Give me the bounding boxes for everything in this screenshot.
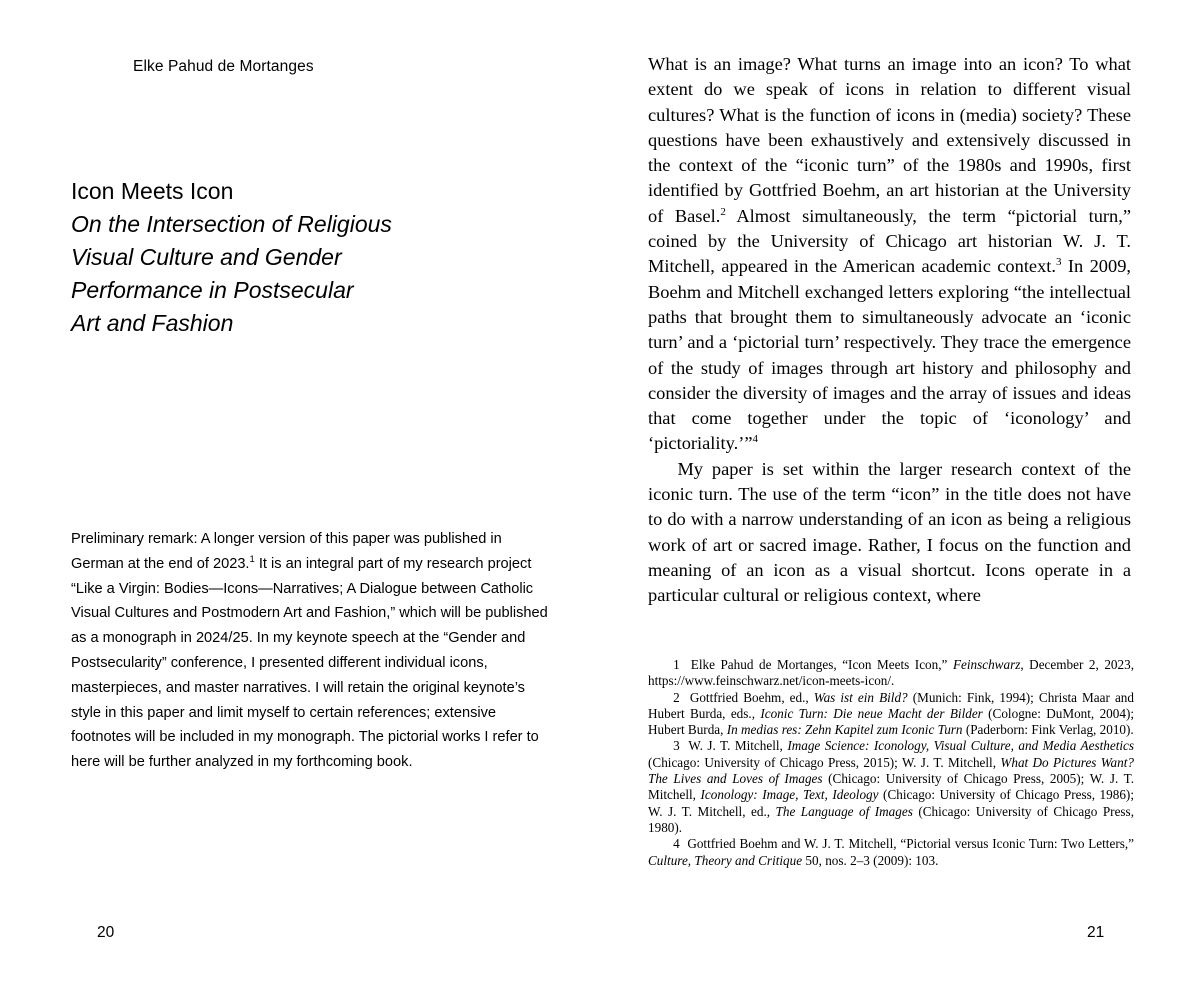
footnote-text: (Cologne: DuMont, 2004); Hubert Burda, [648,705,1134,738]
footnote-item [648,738,1134,836]
footnote-text: (Munich: Fink, 1994); Christa Maar and Hubert Burda, eds., [648,689,1134,721]
footnote-italic-title: Feinschwarz [952,657,1021,672]
author-name: Elke Pahud de Mortanges [133,58,314,75]
footnote-italic-title: Was ist ein Bild? [813,689,908,705]
footnote-number: 3 [673,738,689,754]
footnote-number: 1 [673,657,691,672]
body-text: My paper is set within the larger research context of the iconic turn. The use of the term “icon” in the title does not have to do with a narrow understanding of an icon as being a religious work of art or sacred image. Rather, I focus on the function and meaning of an icon as a visual shortcut. Icons operate in a particular cultural or religious context, where [648,458,1131,606]
body-text: Almost simultaneously, the term “pictorial turn,” coined by the University of Chicago art historian W. J. T. Mitchell, appeared in the American academic context. [648,205,1132,277]
body-text-column [648,52,1131,609]
page-number-left: 20 [97,924,115,941]
right-page [600,0,1200,989]
body-text: In 2009, Boehm and Mitchell exchanged letters exploring “the intellectual paths that brought them to simultaneously advocate an ‘iconic turn’ and a ‘pictorial turn’ respectively. They trace the emergence of the study of images through art history and philosophy and consider the diversity of images and the array of issues and ideas that come together under the topic of ‘iconology’ and ‘pictoriality.’” [648,256,1131,454]
preliminary-remark-part-1: Preliminary remark: A longer version of this paper was published in German at the end of 2023. [71,531,502,572]
preliminary-remark [71,527,556,775]
footnote-italic-title: In medias res: Zehn Kapitel zum Iconic Turn [726,722,963,738]
footnote-number: 2 [673,689,690,705]
body-text: What is an image? What turns an image into an icon? To what extent do we speak of icons in relation to different visual cultures? What is the function of icons in (media) society? These questions have been exhaustively and extensively discussed in the context of the “iconic turn” of the 1980s and 1990s, first identified by Gottfried Boehm, an art historian at the University of Basel. [648,54,1131,226]
footnote-italic-title: What Do Pictures Want? The Lives and Loves of Images [648,754,1134,787]
footnote-item [648,690,1134,739]
subtitle-line-2: Visual Culture and Gender [71,244,342,270]
footnote-italic-title: Culture, Theory and Critique [648,852,803,868]
footnote-text: (Chicago: University of Chicago Press, 1986); W. J. T. Mitchell, ed., [648,787,1134,819]
footnote-text: (Chicago: University of Chicago Press, 1980). [648,803,1134,835]
footnote-italic-title: Iconic Turn: Die neue Macht der Bilder [760,705,983,721]
footnote-text: (Paderborn: Fink Verlag, 2010). [962,722,1134,738]
subtitle-line-1: On the Intersection of Religious [71,211,392,237]
footnote-item [648,836,1134,869]
footnotes-block [648,657,1134,869]
footnote-text: W. J. T. Mitchell, [688,738,788,754]
footnote-text: , December 2, 2023, https://www.feinschwarz.net/icon-meets-icon/. [648,657,1135,689]
page-subtitle [71,208,551,340]
subtitle-line-4: Art and Fashion [71,310,234,336]
title-block [71,175,551,340]
footnote-italic-title: Iconology: Image, Text, Ideology [700,787,879,803]
footnote-marker-1: 1 [249,553,255,565]
footnote-italic-title: The Language of Images [775,803,913,819]
footnote-reference: 2 [720,205,726,218]
body-paragraph [648,52,1131,457]
page-title: Icon Meets Icon [71,178,234,204]
body-paragraph [648,457,1131,609]
footnote-text: 50, nos. 2–3 (2009): 103. [802,852,939,868]
footnote-text: Gottfried Boehm and W. J. T. Mitchell, “Pictorial versus Iconic Turn: Two Letters,” [687,836,1134,852]
footnote-text: (Chicago: University of Chicago Press, 2005); W. J. T. Mitchell, [648,771,1134,803]
footnote-reference: 4 [752,433,759,446]
footnote-text: Elke Pahud de Mortanges, “Icon Meets Icon,” [690,657,953,672]
preliminary-remark-part-2: It is an integral part of my research project “Like a Virgin: Bodies—Icons—Narratives; A Dialogue between Catholic Visual Cultures and Postmodern Art and Fashion,” which will be published as a monograph in 2024/25. In my keynote speech at the “Gender and Postsecularity” conference, I presented different individual icons, masterpieces, and master narratives. I will retain the original keynote’s style in this paper and limit myself to certain references; extensive footnotes will be included in my monograph. The pictorial works I refer to here will be further analyzed in my forthcoming book. [71,555,548,771]
footnote-italic-title: Image Science: Iconology, Visual Culture, and Media Aesthetics [787,738,1135,754]
footnote-item [648,657,1134,690]
footnote-text: (Chicago: University of Chicago Press, 2015); W. J. T. Mitchell, [648,754,1001,770]
footnote-reference: 3 [1056,256,1062,269]
page-number-right: 21 [1087,924,1105,941]
footnote-number: 4 [673,836,688,852]
footnote-text: Gottfried Boehm, ed., [689,689,814,705]
subtitle-line-3: Performance in Postsecular [71,277,354,303]
